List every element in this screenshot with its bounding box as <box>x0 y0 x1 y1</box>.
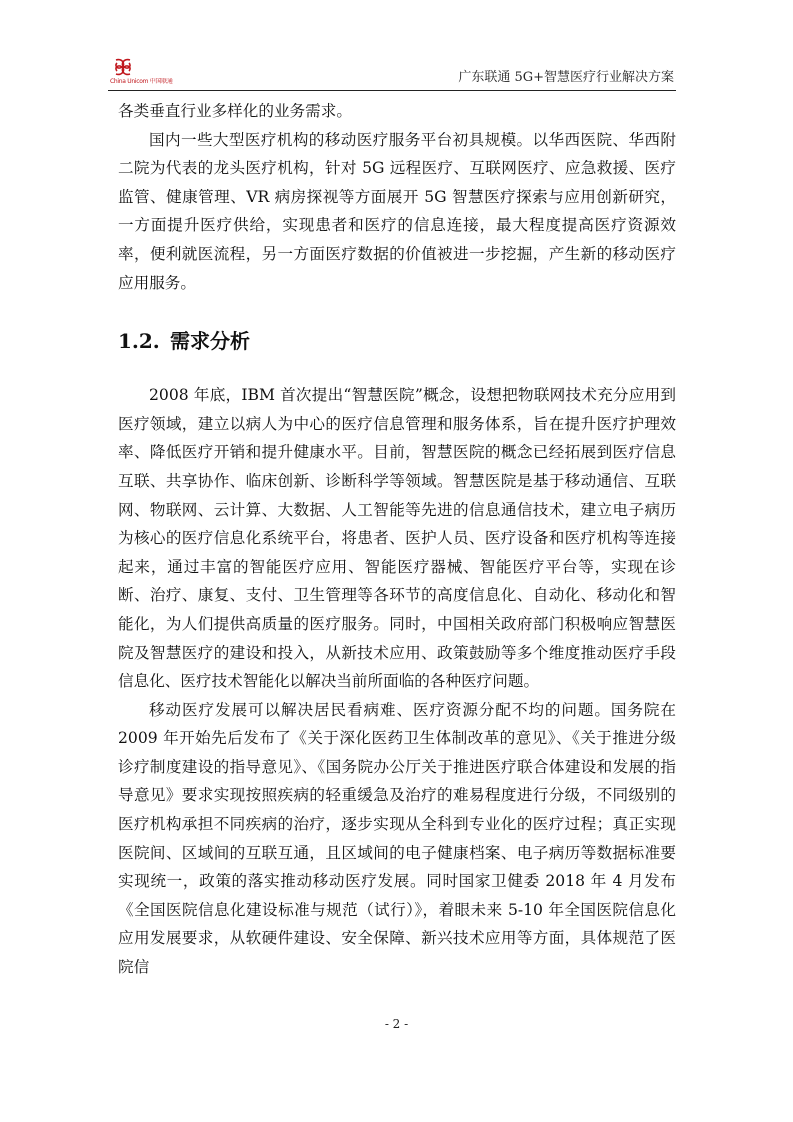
page-number: - 2 - <box>384 1017 409 1031</box>
paragraph-4: 移动医疗发展可以解决居民看病难、医疗资源分配不均的问题。国务院在 2009 年开始先后发布了《关于深化医药卫生体制改革的意见》、《关于推进分级诊疗制度建设的指导意见》、《国务院办公厅关于推进医疗联合体建设和发展的指导意见》要求实现按照疾病的轻重缓急及治疗的难易程度进行分级，不同级别的医疗机构承担不同疾病的治疗，逐步实现从全科到专业化的医疗过程；真正实现医院间、区域间的互联互通，且区域间的电子健康档案、电子病历等数据标准要实现统一，政策的落实推动移动医疗发展。同时国家卫健委 2018 年 4 月发布《全国医院信息化建设标准与规范（试行）》，着眼未来 5-10 年全国医院信息化应用发展要求，从软硬件建设、安全保障、新兴技术应用等方面，具体规范了医院信 <box>118 700 676 977</box>
header-title: 广东联通 5G+智慧医疗行业解决方案 <box>458 70 674 85</box>
paragraph-2: 国内一些大型医疗机构的移动医疗服务平台初具规模。以华西医院、华西附二院为代表的龙头医疗机构，针对 5G 远程医疗、互联网医疗、应急救援、医疗监管、健康管理、VR 病房探视等方面展开 5G 智慧医疗探索与应用创新研究，一方面提升医疗供给，实现患者和医疗的信息连接，最大程度提高医疗资源效率，便利就医流程，另一方面医疗数据的价值被进一步挖掘，产生新的移动医疗应用服务。 <box>118 130 676 292</box>
section-number: 1.2. <box>118 329 160 354</box>
section-title: 需求分析 <box>170 329 250 354</box>
section-heading <box>118 317 676 365</box>
paragraph-3: 2008 年底，IBM 首次提出“智慧医院”概念，设想把物联网技术充分应用到医疗领域，建立以病人为中心的医疗信息管理和服务体系，旨在提升医疗护理效率、降低医疗开销和提升健康水平。目前，智慧医院的概念已经拓展到医疗信息互联、共享协作、临床创新、诊断科学等领域。智慧医院是基于移动通信、互联网、物联网、云计算、大数据、人工智能等先进的信息通信技术，建立电子病历为核心的医疗信息化系统平台，将患者、医护人员、医疗设备和医疗机构等连接起来，通过丰富的智能医疗应用、智能医疗器械、智能医疗平台等，实现在诊断、治疗、康复、支付、卫生管理等各环节的高度信息化、自动化、移动化和智能化，为人们提供高质量的医疗服务。同时，中国相关政府部门积极响应智慧医院及智慧医疗的建设和投入，从新技术应用、政策鼓励等多个维度推动医疗手段信息化、医疗技术智能化以解决当前所面临的各种医疗问题。 <box>118 386 676 691</box>
page-header <box>108 56 676 91</box>
paragraph-1: 各类垂直行业多样化的业务需求。 <box>118 102 352 120</box>
document-body <box>118 97 676 982</box>
logo-text: China Unicom 中国联通 <box>110 78 173 85</box>
